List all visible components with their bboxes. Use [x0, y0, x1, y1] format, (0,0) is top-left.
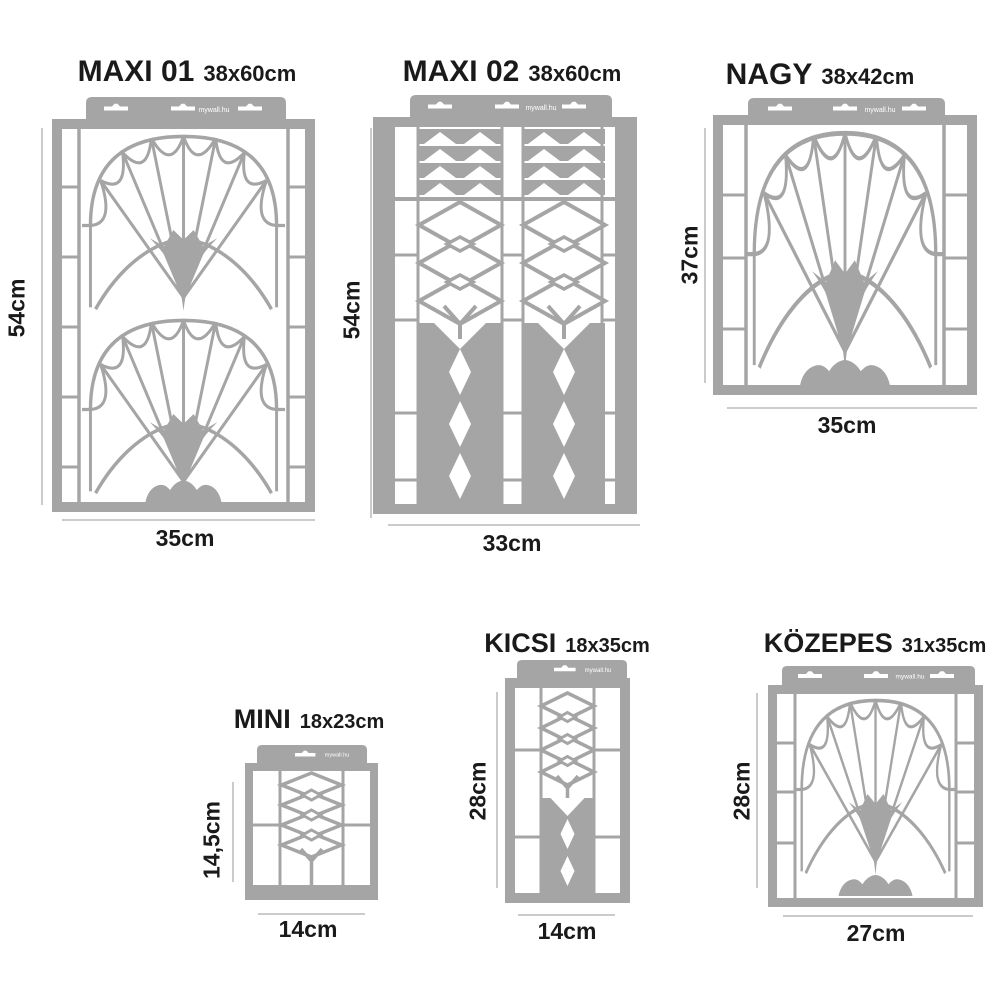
product-name: KÖZEPES	[763, 628, 893, 658]
product-title-row	[357, 55, 667, 89]
stencil-body	[52, 119, 315, 512]
product-name: MAXI 01	[77, 55, 195, 88]
stencil-graphic-mini	[245, 745, 378, 900]
horizontal-dimension-line	[783, 915, 973, 917]
height-dimension-label: 28cm	[728, 761, 755, 821]
vertical-dimension-line	[232, 782, 234, 882]
product-name: KICSI	[484, 628, 557, 658]
product-card-mini	[180, 700, 440, 960]
stencil-graphic-kicsi	[505, 660, 630, 903]
stencil-body	[245, 763, 378, 900]
width-dimension-label: 14cm	[537, 918, 597, 944]
brand-text: mywall.hu	[895, 673, 925, 681]
horizontal-dimension-line	[727, 407, 977, 409]
product-title-row	[32, 55, 342, 89]
stencil-graphic-maxi01	[52, 97, 315, 512]
product-card-kozepes	[715, 620, 1000, 950]
product-size: 18x35cm	[565, 635, 650, 657]
hanger-bar	[782, 666, 975, 685]
product-card-kicsi	[455, 620, 660, 950]
stencil-body	[505, 678, 630, 903]
product-name: MINI	[233, 704, 291, 734]
width-dimension-label: 27cm	[846, 920, 906, 946]
hanger-bar	[86, 97, 286, 121]
horizontal-dimension-line	[62, 519, 315, 521]
product-title-row	[445, 628, 689, 659]
vertical-dimension-line	[756, 693, 758, 888]
height-dimension-label: 54cm	[3, 278, 30, 338]
hanger-bar	[517, 660, 627, 678]
diamond-drop-motif	[541, 798, 594, 893]
width-dimension-label: 35cm	[155, 525, 215, 551]
product-size: 38x42cm	[821, 64, 915, 89]
brand-text: mywall.hu	[324, 752, 350, 759]
stencil-graphic-kozepes	[768, 666, 983, 907]
brand-text: mywall.hu	[864, 107, 896, 114]
horizontal-dimension-line	[258, 913, 365, 915]
product-size: 38x60cm	[203, 61, 297, 86]
vertical-dimension-line	[704, 128, 706, 383]
horizontal-dimension-line	[518, 914, 615, 916]
stencil-body	[768, 685, 983, 907]
width-dimension-label: 14cm	[278, 916, 338, 942]
height-dimension-label: 37cm	[676, 225, 703, 285]
product-card-maxi-01	[0, 50, 330, 562]
product-name: MAXI 02	[402, 55, 520, 88]
width-dimension-label: 33cm	[482, 530, 542, 556]
brand-text: mywall.hu	[198, 107, 230, 114]
product-card-maxi-02	[330, 50, 660, 562]
height-dimension-label: 54cm	[338, 280, 365, 340]
stencil-graphic-nagy	[713, 98, 977, 395]
hanger-bar	[410, 95, 612, 119]
brand-text: mywall.hu	[584, 668, 612, 674]
stencil-body	[373, 117, 637, 514]
product-card-nagy	[672, 50, 1000, 460]
stencil-body	[713, 115, 977, 395]
product-title-row	[180, 704, 438, 735]
brand-text: mywall.hu	[525, 105, 557, 112]
vertical-dimension-line	[370, 128, 372, 518]
vertical-dimension-line	[41, 128, 43, 505]
width-dimension-label: 35cm	[817, 412, 877, 438]
product-name: NAGY	[725, 58, 813, 91]
product-size: 38x60cm	[528, 61, 622, 86]
product-size: 18x23cm	[299, 711, 385, 733]
height-dimension-label: 14,5cm	[198, 800, 225, 880]
stencil-graphic-maxi02	[373, 95, 637, 514]
height-dimension-label: 28cm	[464, 761, 491, 821]
horizontal-dimension-line	[388, 524, 640, 526]
vertical-dimension-line	[496, 692, 498, 888]
product-title-row	[735, 628, 1000, 659]
hanger-bar	[257, 745, 367, 763]
product-title-row	[672, 58, 968, 92]
product-size: 31x35cm	[901, 635, 987, 657]
